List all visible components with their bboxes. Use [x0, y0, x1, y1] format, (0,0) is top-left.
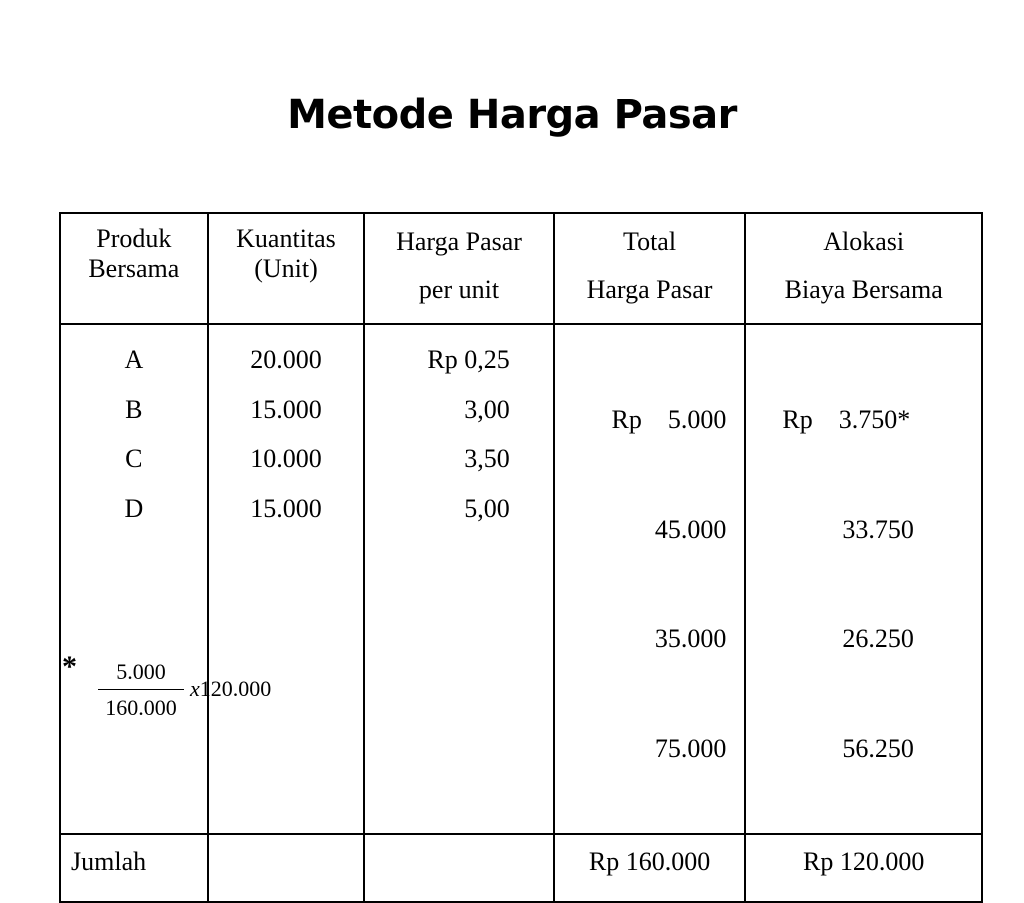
multiply-operator: x: [190, 676, 200, 701]
total-column: [554, 324, 746, 834]
kuantitas-cell: 15.000: [250, 394, 322, 424]
empty-cell: [364, 834, 553, 902]
alokasi-cell: 56.250: [842, 733, 914, 763]
kuantitas-cell: 20.000: [250, 345, 322, 374]
header-produk: Produk Bersama: [60, 213, 208, 324]
produk-cell: A: [124, 345, 144, 374]
jumlah-total-cell: [554, 834, 746, 902]
empty-cell: [208, 834, 365, 902]
fraction-denominator: 160.000: [105, 695, 177, 720]
kuantitas-cell: 10.000: [250, 444, 322, 473]
allocation-table: [59, 212, 983, 903]
kuantitas-cell: 15.000: [250, 493, 322, 523]
table-header-row: [60, 213, 982, 324]
jumlah-alokasi-cell: [745, 834, 982, 902]
multiplier: [190, 676, 271, 702]
alokasi-cell: Rp 3.750*: [782, 405, 911, 434]
fraction: [98, 658, 184, 722]
jumlah-row: [60, 834, 982, 902]
alokasi-column: [745, 324, 982, 834]
page-title: Metode Harga Pasar: [287, 92, 737, 138]
header-kuantitas: Kuantitas (Unit): [208, 213, 365, 324]
alokasi-cell: 26.250: [842, 624, 914, 653]
header-harga-pasar: Harga Pasar per unit: [364, 213, 553, 324]
produk-cell: B: [125, 394, 143, 424]
total-cell: 45.000: [654, 514, 727, 544]
total-cell: 75.000: [654, 733, 727, 763]
produk-cell: D: [124, 493, 144, 523]
harga-column: [364, 324, 553, 834]
total-cell: Rp 5.000: [611, 405, 727, 434]
table-row: [60, 324, 982, 834]
header-alokasi: Alokasi Biaya Bersama: [745, 213, 982, 324]
jumlah-label-cell: [60, 834, 208, 902]
total-cell: 35.000: [654, 624, 727, 653]
jumlah-label: Jumlah: [71, 847, 147, 876]
jumlah-total: Rp 160.000: [588, 847, 711, 876]
kuantitas-column: [208, 324, 365, 834]
multiplier-value: 120.000: [199, 676, 272, 701]
header-total-harga-pasar: Total Harga Pasar: [554, 213, 746, 324]
harga-cell: Rp 0,25: [427, 345, 510, 374]
harga-cell: 3,50: [464, 444, 510, 473]
footnote-marker: *: [62, 650, 77, 683]
harga-cell: 5,00: [464, 493, 510, 523]
produk-cell: C: [125, 444, 143, 473]
jumlah-alokasi: Rp 120.000: [803, 847, 925, 876]
harga-cell: 3,00: [464, 394, 510, 424]
fraction-numerator: 5.000: [116, 659, 166, 684]
produk-column: [60, 324, 208, 834]
alokasi-cell: 33.750: [842, 514, 914, 544]
fraction-bar: [98, 689, 184, 690]
